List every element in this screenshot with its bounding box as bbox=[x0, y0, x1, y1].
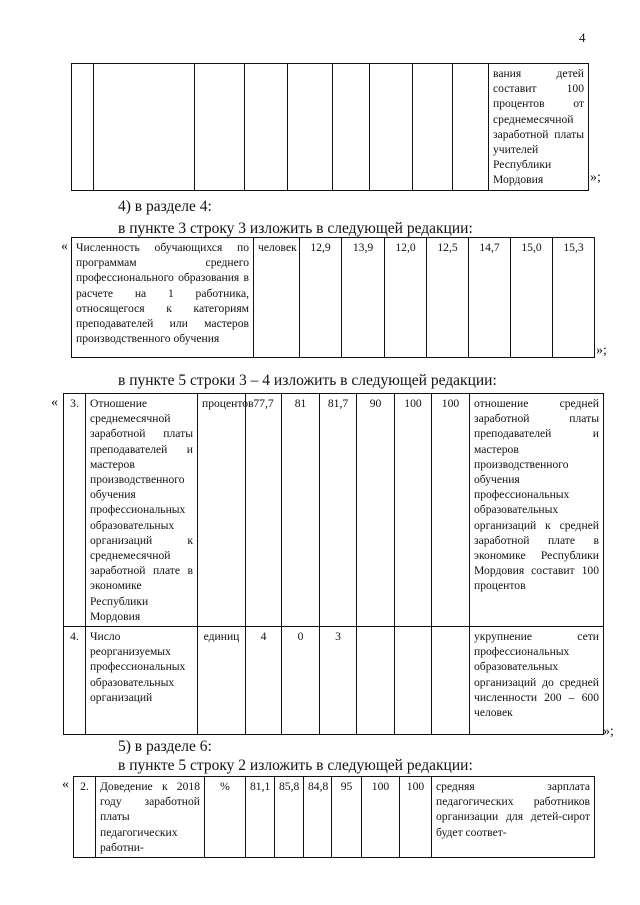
instruction-text: в пункте 5 строки 3 – 4 изложить в следующей редакции: bbox=[118, 372, 497, 389]
indicator-name: Численность обучающихся по программам среднего профессионального образования в расчете на 1 работника, относящегося к категориям преподавателей или мастеров производственного обучения bbox=[72, 238, 254, 358]
value-cell: 12,5 bbox=[427, 238, 469, 358]
value-cell: 100 bbox=[400, 777, 432, 858]
value-cell: 90 bbox=[357, 394, 395, 627]
instruction-text: в пункте 5 строку 2 изложить в следующей редакции: bbox=[118, 757, 473, 774]
opening-quote: « bbox=[51, 395, 58, 410]
unit-cell: % bbox=[205, 777, 246, 858]
value-cell: 81 bbox=[282, 394, 320, 627]
empty-cell bbox=[453, 64, 489, 191]
result-cell: отношение средней заработной платы преподавателей и мастеров производственного обучения профессиональных образовательных организаций к средней заработной плате в экономике Республики Мордовия составит 100 процентов bbox=[470, 394, 604, 627]
unit-cell: процентов bbox=[198, 394, 246, 627]
empty-cell bbox=[72, 64, 94, 191]
value-cell: 4 bbox=[246, 627, 282, 735]
value-cell: 95 bbox=[332, 777, 362, 858]
section-5-table bbox=[63, 393, 604, 735]
result-cell: вания детей составит 100 процентов от среднемесячной заработной платы учителей Республики Мордовия bbox=[489, 64, 589, 191]
indicator-name: Отношение среднемесячной заработной платы преподавателей и мастеров производственного обучения профессиональных образовательных организаций к среднемесячной заработной плате в экономике Республики Мордовия bbox=[86, 394, 198, 627]
indicator-name: Доведение к 2018 году заработной платы педагогических работни- bbox=[96, 777, 205, 858]
opening-quote: « bbox=[61, 239, 68, 254]
value-cell bbox=[357, 627, 395, 735]
indicator-name: Число реорганизуемых профессиональных образовательных организаций bbox=[86, 627, 198, 735]
row-number: 3. bbox=[64, 394, 86, 627]
empty-cell bbox=[333, 64, 370, 191]
result-cell: средняя зарплата педагогических работников организации для детей-сирот будет соответ- bbox=[432, 777, 595, 858]
top-continuation-table bbox=[71, 63, 589, 191]
value-cell: 12,0 bbox=[385, 238, 427, 358]
opening-quote: « bbox=[62, 777, 69, 792]
empty-cell bbox=[245, 64, 288, 191]
value-cell: 77,7 bbox=[246, 394, 282, 627]
empty-cell bbox=[288, 64, 333, 191]
closing-quote: »; bbox=[590, 170, 601, 185]
value-cell bbox=[395, 627, 432, 735]
value-cell: 100 bbox=[395, 394, 432, 627]
value-cell: 81,1 bbox=[246, 777, 275, 858]
result-cell: укрупнение сети профессиональных образовательных организаций до средней численности 200 – 600 человек bbox=[470, 627, 604, 735]
value-cell: 100 bbox=[362, 777, 400, 858]
section-4-table bbox=[71, 237, 595, 358]
section-6-heading: 5) в разделе 6: bbox=[118, 738, 212, 755]
value-cell: 100 bbox=[432, 394, 470, 627]
unit-cell: единиц bbox=[198, 627, 246, 735]
unit-cell: человек bbox=[254, 238, 300, 358]
page-number: 4 bbox=[579, 30, 586, 45]
value-cell: 12,9 bbox=[300, 238, 342, 358]
value-cell: 3 bbox=[320, 627, 357, 735]
empty-cell bbox=[94, 64, 195, 191]
row-number: 4. bbox=[64, 627, 86, 735]
empty-cell bbox=[413, 64, 453, 191]
closing-quote: »; bbox=[596, 343, 607, 358]
instruction-text: в пункте 3 строку 3 изложить в следующей редакции: bbox=[118, 220, 473, 237]
value-cell bbox=[432, 627, 470, 735]
section-6-table bbox=[73, 776, 595, 858]
value-cell: 15,0 bbox=[511, 238, 553, 358]
empty-cell bbox=[370, 64, 413, 191]
value-cell: 81,7 bbox=[320, 394, 357, 627]
value-cell: 13,9 bbox=[342, 238, 385, 358]
value-cell: 14,7 bbox=[469, 238, 511, 358]
section-4-heading: 4) в разделе 4: bbox=[118, 198, 212, 215]
empty-cell bbox=[195, 64, 245, 191]
value-cell: 85,8 bbox=[275, 777, 304, 858]
value-cell: 15,3 bbox=[553, 238, 595, 358]
value-cell: 84,8 bbox=[304, 777, 332, 858]
value-cell: 0 bbox=[282, 627, 320, 735]
closing-quote: »; bbox=[603, 724, 614, 739]
row-number: 2. bbox=[74, 777, 96, 858]
